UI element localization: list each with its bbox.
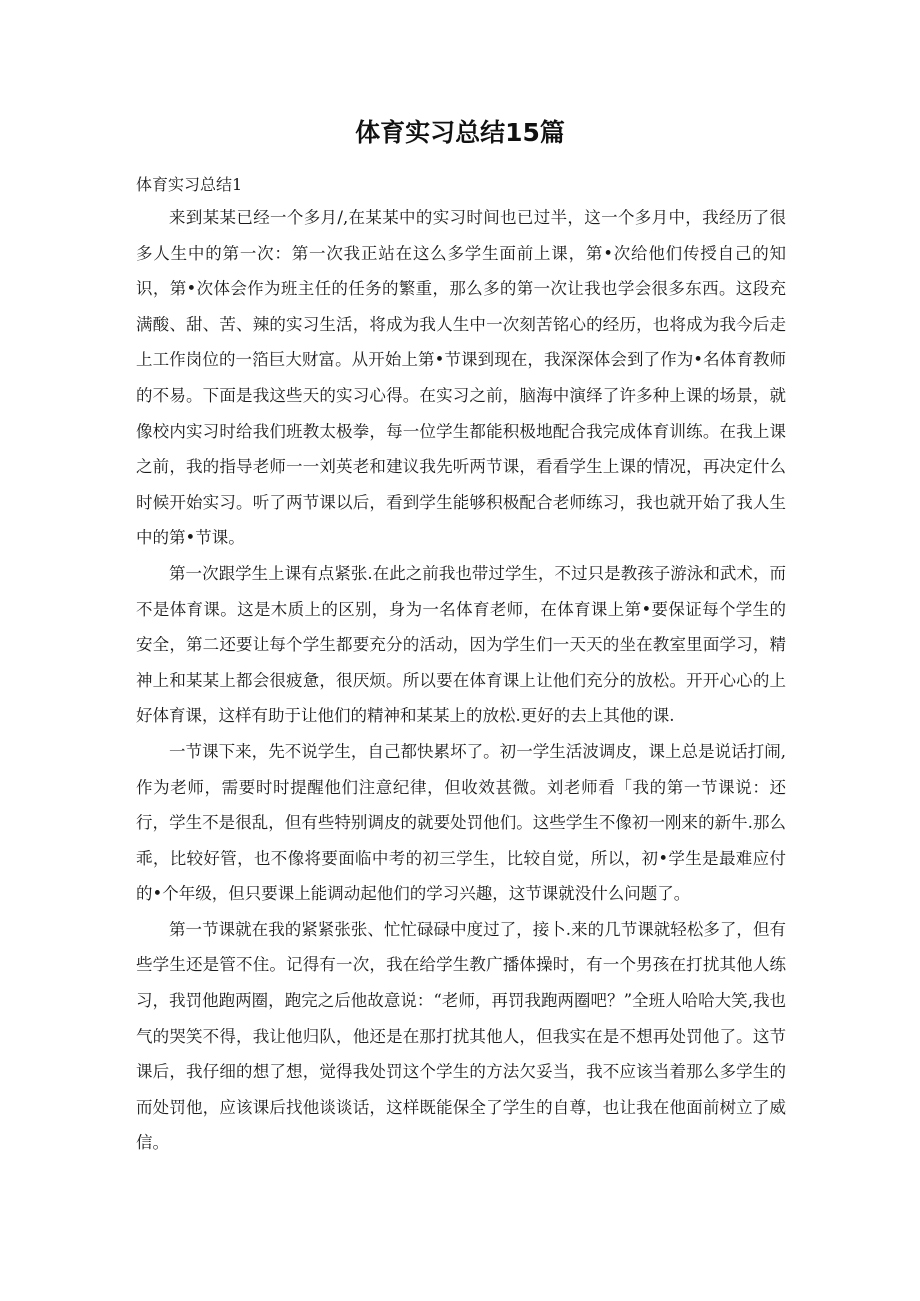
paragraph: 一节课下来，先不说学生，自己都快累坏了。初一学生活波调皮，课上总是说话打闹,作为老师，需要时时提醒他们注意纪律，但收效甚微。刘老师看「我的第一节课说：还行，学生不是很乱，但有些特别调皮的就要处罚他们。这些学生不像初一刚来的新牛.那么乖，比较好管，也不像将要面临中考的初三学生，比较自觉，所以，初•学生是最难应付的•个年级，但只要课上能调动起他们的学习兴趣，这节课就没什么问题了。 <box>136 741 786 904</box>
section-heading: 体育实习总结1 <box>136 175 243 194</box>
paragraph: 来到某某已经一个多月/,在某某中的实习时间也已过半，这一个多月中，我经历了很多人生中的第一次：第一次我正站在这么多学生面前上课，第•次给他们传授自己的知识，第•次体会作为班主任的任务的繁重，那么多的第一次让我也学会很多东西。这段充满酸、甜、苦、辣的实习生活，将成为我人生中一次刻苦铭心的经历，也将成为我今后走上工作岗位的一箔巨大财富。从开始上第•节课到现在，我深深体会到了作为•名体育教师的不易。下面是我这些天的实习心得。在实习之前，脑海中演绎了许多种上课的场景，就像校内实习时给我们班教太极拳，每一位学生都能积极地配合我完成体育训练。在我上课之前，我的指导老师一一刘英老和建议我先听两节课，看看学生上课的情况，再决定什么时候开始实习。听了两节课以后，看到学生能够积极配合老师练习，我也就开始了我人生中的第•节课。 <box>136 208 786 548</box>
document-title: 体育实习总结15篇 <box>355 118 565 147</box>
paragraph: 第一次跟学生上课有点紧张.在此之前我也带过学生，不过只是教孩子游泳和武术，而不是体育课。这是木质上的区别，身为一名体育老师，在体育课上第•要保证每个学生的安全，第二还要让每个学生都要充分的活动，因为学生们一天天的坐在教室里面学习，精神上和某某上都会很疲惫，很厌烦。所以要在体育课上让他们充分的放松。开开心心的上好体育课，这样有助于让他们的精神和某某上的放松.更好的去上其他的课. <box>136 563 786 726</box>
document-body <box>136 200 786 1161</box>
paragraph: 第一节课就在我的紧紧张张、忙忙碌碌中度过了，接卜.来的几节课就轻松多了，但有些学生还是管不住。记得有一次，我在给学生教广播体操时，有一个男孩在打扰其他人练习，我罚他跑两圈，跑完之后他故意说：“老师，再罚我跑两圈吧？”全班人哈哈大笑,我也气的哭笑不得，我让他归队，他还是在那打扰其他人，但我实在是不想再处罚他了。这节课后，我仔细的想了想，觉得我处罚这个学生的方法欠妥当，我不应该当着那么多学生的而处罚他，应该课后找他谈谈话，这样既能保全了学生的自尊，也让我在他面前树立了威信。 <box>136 919 786 1153</box>
